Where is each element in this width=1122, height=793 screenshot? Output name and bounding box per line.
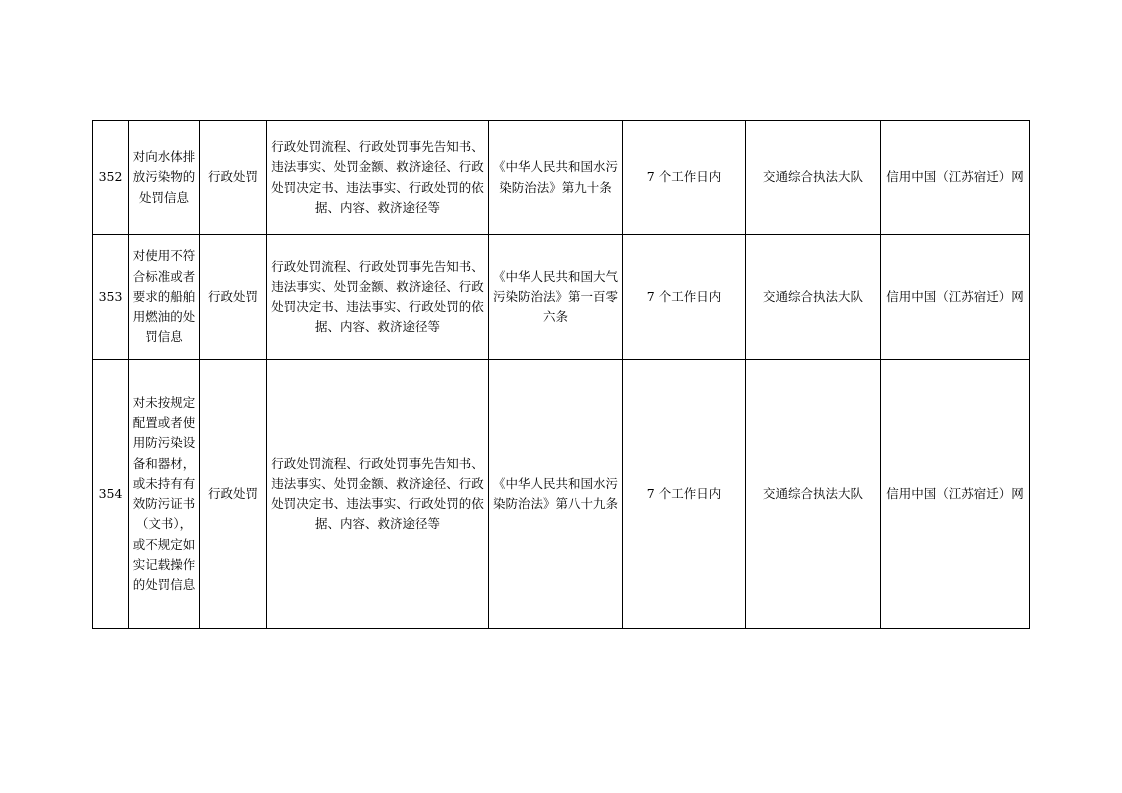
responsible-subject: 交通综合执法大队 [746,121,881,235]
item-name: 对向水体排放污染物的处罚信息 [129,121,200,235]
legal-basis: 《中华人民共和国大气污染防治法》第一百零六条 [489,235,623,360]
row-number: 353 [93,235,129,360]
item-name: 对使用不符合标准或者要求的船舶用燃油的处罚信息 [129,235,200,360]
item-type: 行政处罚 [200,121,267,235]
disclosure-deadline: 7 个工作日内 [623,235,746,360]
row-number: 354 [93,360,129,629]
table-row [93,360,1030,629]
disclosure-deadline: 7 个工作日内 [623,360,746,629]
disclosure-table [92,120,1030,629]
disclosure-content: 行政处罚流程、行政处罚事先告知书、违法事实、处罚金额、救济途径、行政处罚决定书、违法事实、行政处罚的依据、内容、救济途径等 [267,121,489,235]
disclosure-content: 行政处罚流程、行政处罚事先告知书、违法事实、处罚金额、救济途径、行政处罚决定书、违法事实、行政处罚的依据、内容、救济途径等 [267,235,489,360]
legal-basis: 《中华人民共和国水污染防治法》第八十九条 [489,360,623,629]
disclosure-deadline: 7 个工作日内 [623,121,746,235]
row-number: 352 [93,121,129,235]
responsible-subject: 交通综合执法大队 [746,235,881,360]
disclosure-channel: 信用中国（江苏宿迁）网 [881,360,1030,629]
item-type: 行政处罚 [200,360,267,629]
item-type: 行政处罚 [200,235,267,360]
table-row [93,121,1030,235]
item-name: 对未按规定配置或者使用防污染设备和器材，或未持有有效防污证书（文书），或不规定如实记载操作的处罚信息 [129,360,200,629]
disclosure-channel: 信用中国（江苏宿迁）网 [881,235,1030,360]
legal-basis: 《中华人民共和国水污染防治法》第九十条 [489,121,623,235]
responsible-subject: 交通综合执法大队 [746,360,881,629]
disclosure-content: 行政处罚流程、行政处罚事先告知书、违法事实、处罚金额、救济途径、行政处罚决定书、违法事实、行政处罚的依据、内容、救济途径等 [267,360,489,629]
table-row [93,235,1030,360]
disclosure-channel: 信用中国（江苏宿迁）网 [881,121,1030,235]
